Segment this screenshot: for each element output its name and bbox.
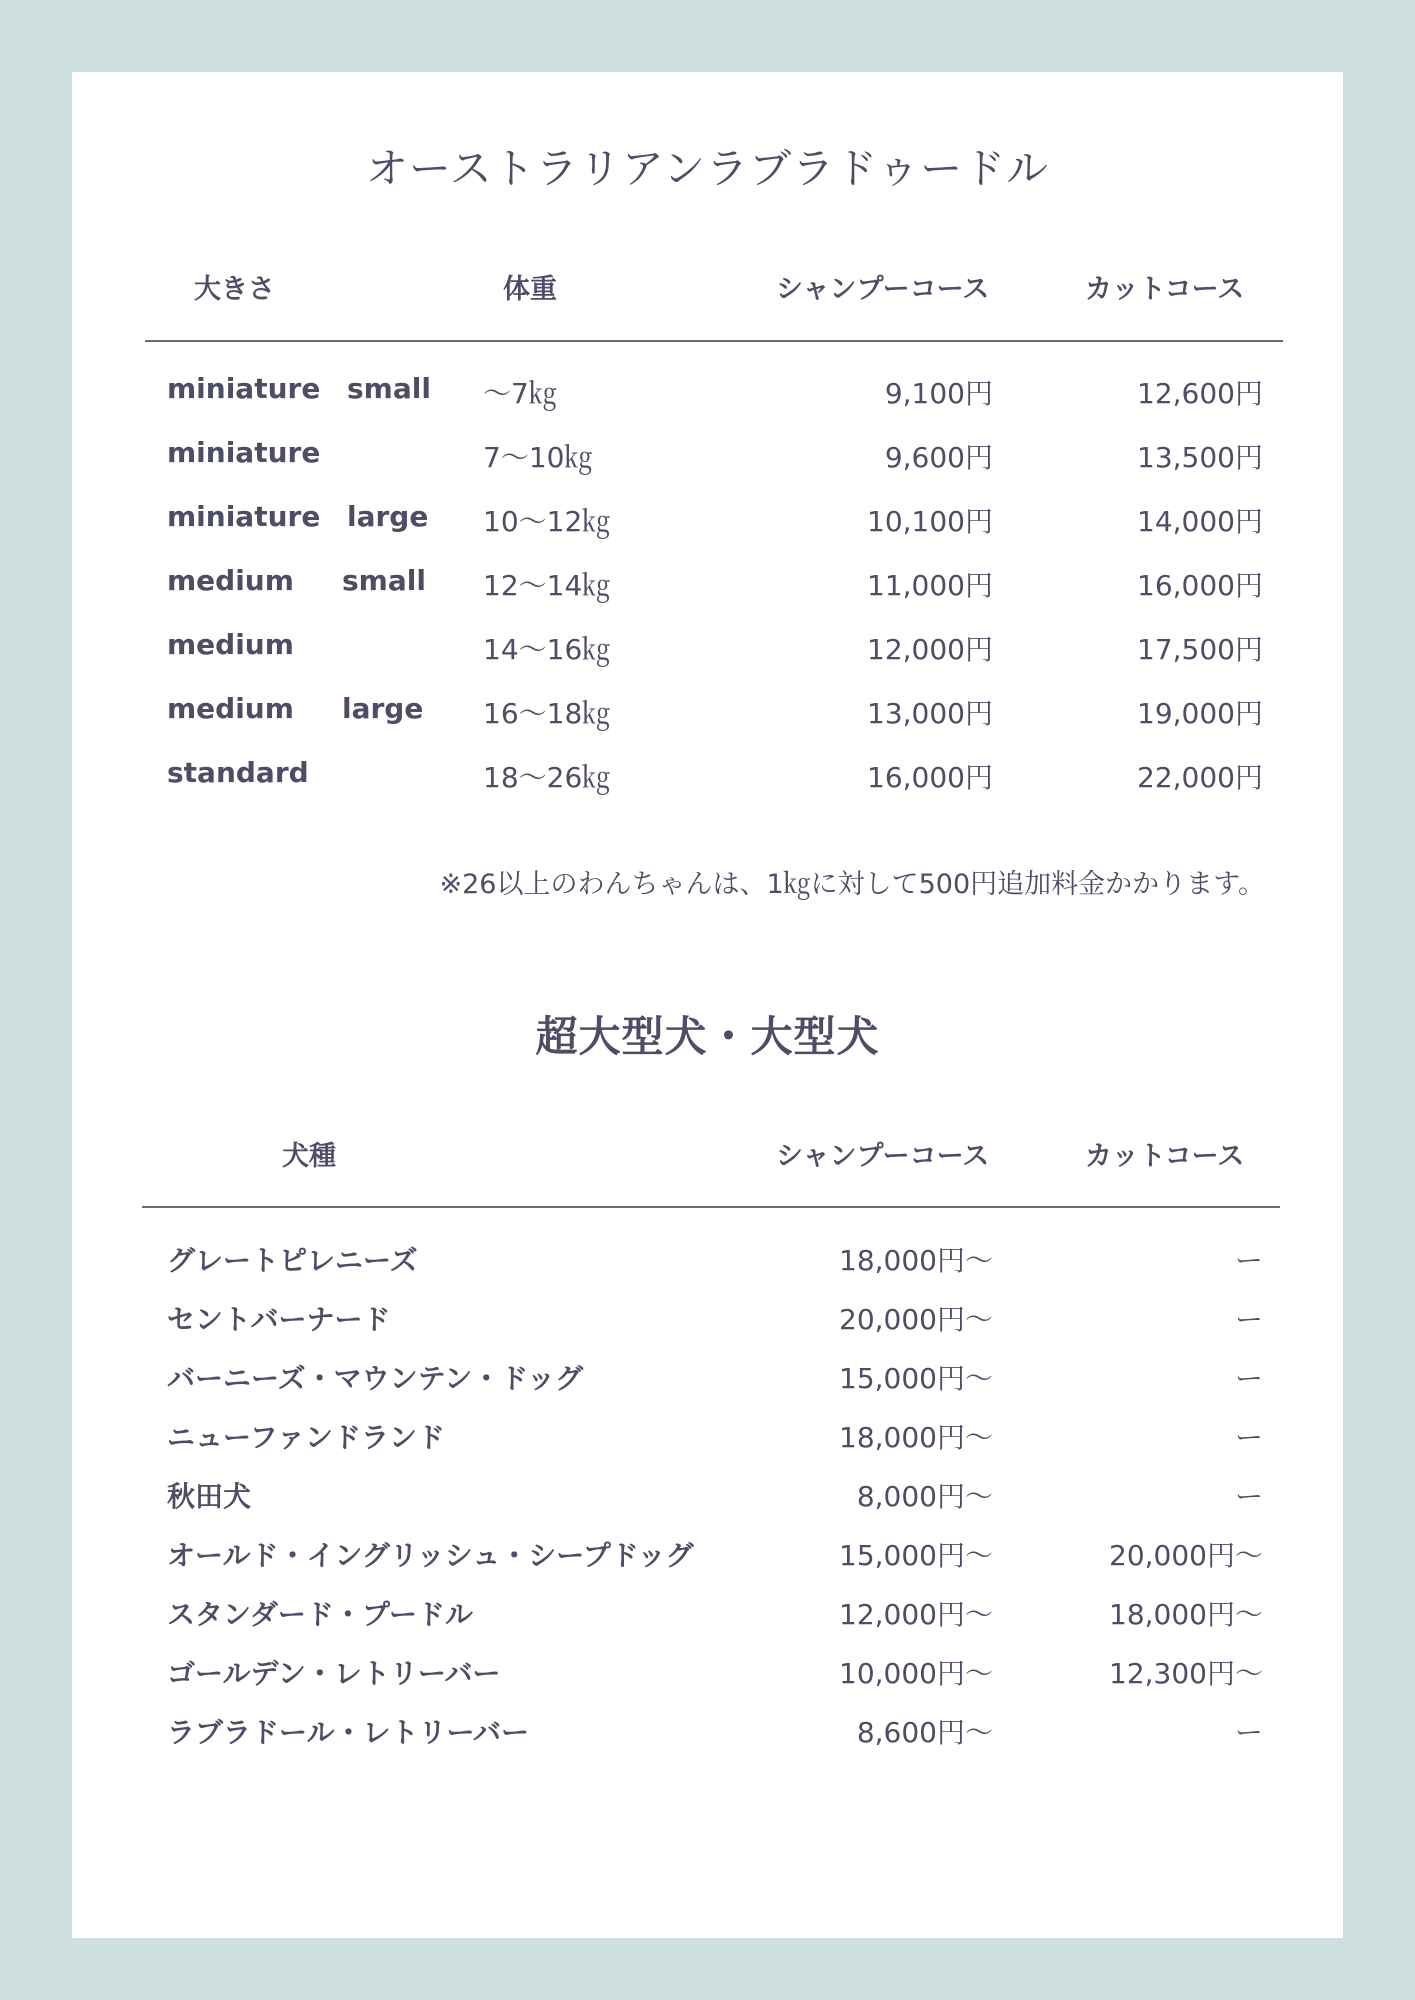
- section1-title: オーストラリアンラブラドゥードル: [365, 144, 1050, 193]
- row-shampoo-price: 16,000円: [867, 761, 993, 794]
- breed-cut-price: 20,000円～: [1109, 1539, 1263, 1572]
- row-weight: 7～10㎏: [483, 441, 593, 474]
- row-size-sub: small: [342, 564, 426, 597]
- row-size: standard: [167, 756, 309, 789]
- row-cut-price: 13,500円: [1137, 441, 1263, 474]
- price-sheet: [72, 72, 1343, 1938]
- row-shampoo-price: 13,000円: [867, 697, 993, 730]
- breed-shampoo-price: 8,600円～: [856, 1716, 993, 1749]
- row-cut-price: 12,600円: [1137, 377, 1263, 410]
- breed-shampoo-price: 20,000円～: [839, 1303, 993, 1336]
- breed-shampoo-price: 18,000円～: [839, 1244, 993, 1277]
- row-cut-price: 16,000円: [1137, 569, 1263, 602]
- breed-cut-price: ー: [1234, 1421, 1263, 1454]
- section2-title: 超大型犬・大型犬: [535, 1012, 880, 1061]
- row-size: miniature: [167, 372, 321, 405]
- breed-cut-price: 18,000円～: [1109, 1598, 1263, 1631]
- breed-shampoo-price: 15,000円～: [839, 1362, 993, 1395]
- section1-divider: [145, 340, 1283, 342]
- breed-shampoo-price: 15,000円～: [839, 1539, 993, 1572]
- breed-shampoo-price: 18,000円～: [839, 1421, 993, 1454]
- breed-name: ニューファンドランド: [167, 1421, 446, 1454]
- header-cut: カットコース: [1085, 274, 1245, 305]
- header-breed: 犬種: [282, 1141, 336, 1172]
- row-shampoo-price: 11,000円: [867, 569, 993, 602]
- row-shampoo-price: 10,100円: [867, 505, 993, 538]
- header-size: 大きさ: [194, 274, 275, 305]
- header-weight: 体重: [503, 274, 557, 305]
- header-cut-2: カットコース: [1085, 1141, 1245, 1172]
- breed-shampoo-price: 12,000円～: [839, 1598, 993, 1631]
- row-weight: 10～12㎏: [483, 505, 611, 538]
- breed-cut-price: ー: [1234, 1362, 1263, 1395]
- row-shampoo-price: 9,600円: [884, 441, 993, 474]
- row-size-sub: small: [347, 372, 431, 405]
- row-shampoo-price: 9,100円: [884, 377, 993, 410]
- row-size: medium: [167, 564, 294, 597]
- header-shampoo: シャンプーコース: [776, 274, 990, 305]
- breed-shampoo-price: 8,000円～: [856, 1480, 993, 1513]
- header-shampoo-2: シャンプーコース: [776, 1141, 990, 1172]
- row-size: miniature: [167, 500, 321, 533]
- breed-name: ゴールデン・レトリーバー: [167, 1657, 501, 1690]
- row-shampoo-price: 12,000円: [867, 633, 993, 666]
- breed-name: オールド・イングリッシュ・シープドッグ: [167, 1539, 694, 1572]
- breed-name: バーニーズ・マウンテン・ドッグ: [167, 1362, 584, 1395]
- row-size: medium: [167, 628, 294, 661]
- breed-name: 秋田犬: [167, 1480, 252, 1513]
- row-size-sub: large: [342, 692, 424, 725]
- breed-shampoo-price: 10,000円～: [839, 1657, 993, 1690]
- row-weight: 14～16㎏: [483, 633, 611, 666]
- breed-cut-price: 12,300円～: [1109, 1657, 1263, 1690]
- breed-name: グレートピレニーズ: [167, 1244, 418, 1277]
- breed-name: セントバーナード: [167, 1303, 391, 1336]
- row-cut-price: 19,000円: [1137, 697, 1263, 730]
- row-weight: 18～26㎏: [483, 761, 611, 794]
- row-size: medium: [167, 692, 294, 725]
- surcharge-note: ※26以上のわんちゃんは、1㎏に対して500円追加料金かかります。: [439, 869, 1265, 900]
- breed-cut-price: ー: [1234, 1303, 1263, 1336]
- breed-cut-price: ー: [1234, 1480, 1263, 1513]
- breed-name: ラブラドール・レトリーバー: [167, 1716, 530, 1749]
- section2-divider: [142, 1206, 1280, 1208]
- row-cut-price: 17,500円: [1137, 633, 1263, 666]
- row-size-sub: large: [347, 500, 429, 533]
- row-weight: 16～18㎏: [483, 697, 611, 730]
- breed-cut-price: ー: [1234, 1716, 1263, 1749]
- row-weight: 12～14㎏: [483, 569, 611, 602]
- row-size: miniature: [167, 436, 321, 469]
- breed-name: スタンダード・プードル: [167, 1598, 474, 1631]
- row-cut-price: 14,000円: [1137, 505, 1263, 538]
- breed-cut-price: ー: [1234, 1244, 1263, 1277]
- row-weight: ～7㎏: [483, 377, 557, 410]
- row-cut-price: 22,000円: [1137, 761, 1263, 794]
